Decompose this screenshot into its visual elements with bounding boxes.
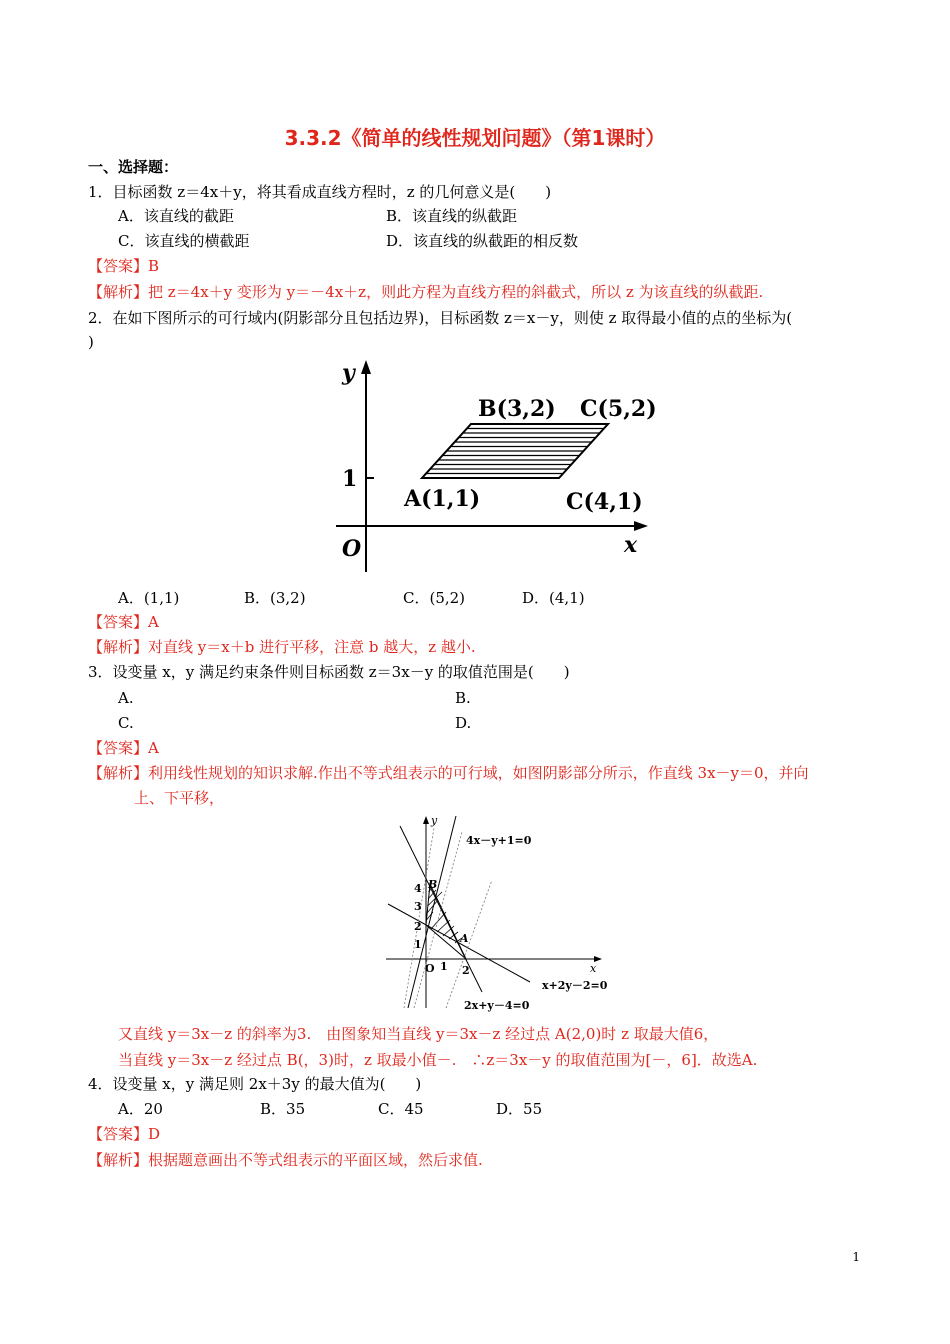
q4-answer: 【答案】D xyxy=(88,1125,161,1143)
q3-analysis-line2: 上、下平移， xyxy=(134,789,225,807)
q3-origin-label: O xyxy=(425,962,435,975)
q3-option-b: B. xyxy=(455,689,471,707)
q4-option-c: C．45 xyxy=(378,1100,424,1118)
q2-y-label: y xyxy=(342,360,355,386)
q3-point-b: B xyxy=(428,878,438,891)
q1-option-a: A．该直线的截距 xyxy=(118,207,234,225)
q3-option-d: D. xyxy=(455,714,472,732)
q3-tick-y-1: 1 xyxy=(414,938,422,951)
q3-tick-x-1: 1 xyxy=(440,960,448,973)
q3-tick-y-3: 3 xyxy=(414,900,422,913)
q2-option-d: D．(4,1) xyxy=(522,589,585,607)
q3-feasible-region-figure xyxy=(378,812,618,1018)
q4-option-d: D．55 xyxy=(496,1100,543,1118)
q3-option-a: A. xyxy=(118,689,134,707)
q3-tick-y-4: 4 xyxy=(414,882,422,895)
q2-stem-line1: 2．在如下图所示的可行域内(阴影部分且包括边界)，目标函数 z＝x－y，则使 z 取得最小值的点的坐标为( xyxy=(88,309,793,327)
q3-x-label: x xyxy=(590,962,597,975)
q3-label-line2: x+2y－2=0 xyxy=(542,979,608,992)
q1-analysis: 【解析】把 z＝4x＋y 变形为 y＝－4x＋z，则此方程为直线方程的斜截式，所以 z 为该直线的纵截距. xyxy=(88,283,764,301)
q3-tick-y-2: 2 xyxy=(414,920,422,933)
q3-answer: 【答案】A xyxy=(88,739,159,757)
q3-continuation-line2: 当直线 y＝3x－z 经过点 B(，3)时，z 取最小值－. ∴z＝3x－y 的取值范围为[－，6]．故选A. xyxy=(118,1051,758,1069)
q3-tick-x-2: 2 xyxy=(462,964,470,977)
q2-x-label: x xyxy=(624,532,638,558)
q2-y-arrow xyxy=(361,360,371,374)
q3-y-arrow xyxy=(423,816,429,824)
q2-feasible-region-figure xyxy=(330,356,660,576)
q2-stem-line2: ) xyxy=(88,333,94,351)
q1-option-d: D．该直线的纵截距的相反数 xyxy=(386,232,579,250)
q2-option-b: B．(3,2) xyxy=(244,589,306,607)
q4-stem: 4．设变量 x，y 满足则 2x＋3y 的最大值为( ) xyxy=(88,1075,422,1093)
q2-label-a: A(1,1) xyxy=(404,486,481,512)
q3-label-line3: 2x+y－4=0 xyxy=(464,999,530,1012)
q1-option-c: C．该直线的横截距 xyxy=(118,232,250,250)
q2-analysis: 【解析】对直线 y＝x＋b 进行平移，注意 b 越大，z 越小. xyxy=(88,638,476,656)
page-title: 3.3.2《简单的线性规划问题》（第1课时） xyxy=(284,126,666,150)
q2-x-arrow xyxy=(634,521,648,531)
section-heading: 一、选择题： xyxy=(88,158,179,176)
page-number: 1 xyxy=(852,1250,860,1264)
q3-y-label: y xyxy=(431,814,438,827)
q2-label-b: B(3,2) xyxy=(478,396,556,422)
q3-label-line1: 4x－y+1=0 xyxy=(466,834,532,847)
q2-label-c-top: C(5,2) xyxy=(580,396,657,422)
q1-answer: 【答案】B xyxy=(88,257,160,275)
q2-tick-label-1: 1 xyxy=(342,466,358,492)
q2-option-a: A．(1,1) xyxy=(118,589,180,607)
q3-point-a: A xyxy=(460,932,469,945)
q4-option-b: B．35 xyxy=(260,1100,306,1118)
q4-analysis: 【解析】根据题意画出不等式组表示的平面区域，然后求值. xyxy=(88,1151,483,1169)
q2-answer: 【答案】A xyxy=(88,613,159,631)
q2-origin-label: O xyxy=(342,536,362,562)
q3-continuation-line1: 又直线 y＝3x－z 的斜率为3. 由图象知当直线 y＝3x－z 经过点 A(2,0)时 z 取最大值6， xyxy=(118,1025,719,1043)
q4-option-a: A．20 xyxy=(118,1100,163,1118)
q1-option-b: B．该直线的纵截距 xyxy=(386,207,518,225)
q3-stem: 3．设变量 x，y 满足约束条件则目标函数 z＝3x－y 的取值范围是( ) xyxy=(88,663,570,681)
q3-option-c: C. xyxy=(118,714,134,732)
q2-option-c: C．(5,2) xyxy=(403,589,466,607)
q1-stem: 1．目标函数 z＝4x＋y，将其看成直线方程时，z 的几何意义是( ) xyxy=(88,183,552,201)
q3-analysis-line1: 【解析】利用线性规划的知识求解.作出不等式组表示的可行域，如图阴影部分所示，作直线 3x－y＝0，并向 xyxy=(88,764,809,782)
q2-label-c-bottom: C(4,1) xyxy=(566,489,643,515)
q3-line-x-2y-2 xyxy=(388,904,530,982)
